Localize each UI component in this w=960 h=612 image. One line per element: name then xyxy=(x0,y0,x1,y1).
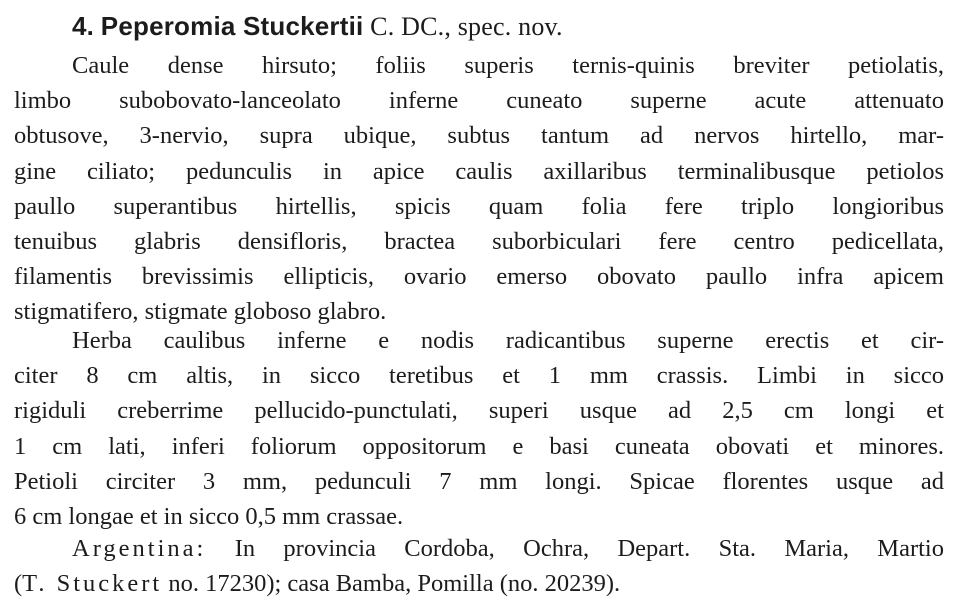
locality-country: Argentina: xyxy=(72,535,207,562)
description-line: paullo superantibus hirtellis, spicis quam folia fere triplo longioribus xyxy=(14,192,944,220)
habit-line: 6 cm longae et in sicco 0,5 mm crassae. xyxy=(14,502,404,530)
collector-name: T. Stuckert xyxy=(22,570,163,598)
locality-paragraph xyxy=(14,531,944,601)
locality-line xyxy=(14,531,944,566)
habit-line: Herba caulibus inferne e nodis radicantibus superne erectis et cir- xyxy=(72,327,944,354)
description-line: Caule dense hirsuto; foliis superis ternis-quinis breviter petiolatis, xyxy=(72,52,944,79)
description-paragraph xyxy=(14,48,944,330)
description-line: filamentis brevissimis ellipticis, ovario emerso obovato paullo infra apicem xyxy=(14,263,944,291)
habit-line: Petioli circiter 3 mm, pedunculi 7 mm longi. Spicae florentes usque ad xyxy=(14,467,944,495)
habit-paragraph xyxy=(14,323,944,534)
habit-line: 1 cm lati, inferi foliorum oppositorum e basi cuneata obovati et minores. xyxy=(14,432,944,460)
locality-text: In provincia Cordoba, Ochra, Depart. Sta. Maria, Martio xyxy=(234,535,944,562)
species-authority: C. DC., spec. nov. xyxy=(370,12,563,41)
description-line: stigmatifero, stigmate globoso glabro. xyxy=(14,298,387,326)
locality-line xyxy=(14,566,944,601)
habit-line: rigiduli creberrime pellucido-punctulati, superi usque ad 2,5 cm longi et xyxy=(14,397,944,425)
description-line: gine ciliato; pedunculis in apice caulis axillaribus terminalibusque petiolos xyxy=(14,157,944,185)
description-line: tenuibus glabris densifloris, bractea suborbiculari fere centro pedicellata, xyxy=(14,227,944,255)
description-line: limbo subobovato-lanceolato inferne cuneato superne acute attenuato xyxy=(14,87,944,115)
species-heading xyxy=(72,6,563,47)
open-paren: ( xyxy=(14,570,23,598)
species-number: 4. xyxy=(72,11,95,41)
collection-numbers: no. 17230); casa Bamba, Pomilla (no. 20239). xyxy=(168,570,621,598)
description-line: obtusove, 3-nervio, supra ubique, subtus tantum ad nervos hirtello, mar- xyxy=(14,122,944,150)
habit-line: citer 8 cm altis, in sicco teretibus et 1 mm crassis. Limbi in sicco xyxy=(14,362,944,390)
species-name: Peperomia Stuckertii xyxy=(100,11,364,41)
